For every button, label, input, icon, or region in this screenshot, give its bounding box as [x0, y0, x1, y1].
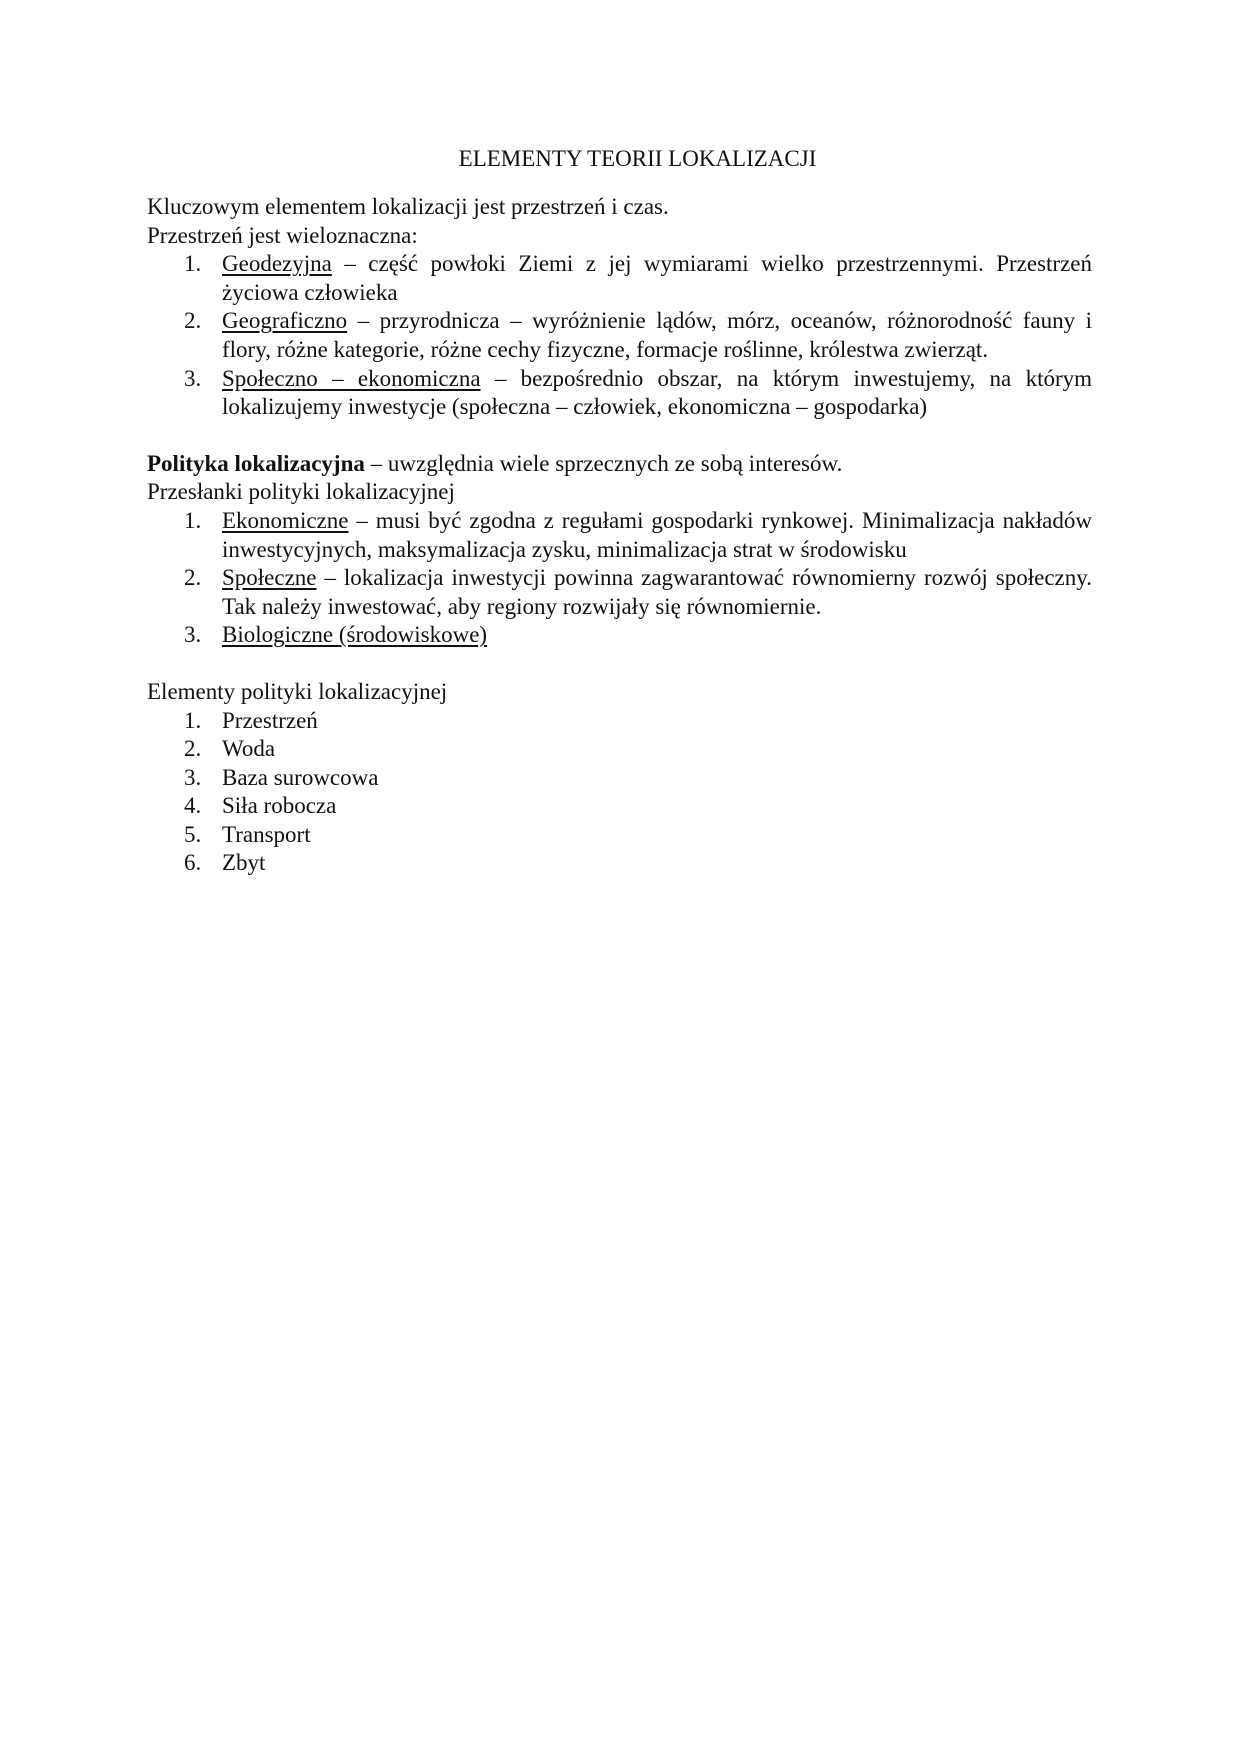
element-label: Siła robocza	[222, 793, 337, 819]
definition: – musi być zgodna z regułami gospodarki rynkowej. Minimalizacja nakładów inwestycyjnych, maksymalizacja zysku, minimalizacja strat w środowisku	[222, 507, 1092, 562]
term: Geodezyjna	[222, 251, 332, 277]
list-number: 1.	[184, 707, 202, 733]
premises-heading: Przesłanki polityki lokalizacyjnej	[147, 479, 455, 505]
term: Biologiczne (środowiskowe)	[222, 622, 488, 648]
term: Społeczne	[222, 565, 317, 591]
term: Społeczno – ekonomiczna	[222, 365, 481, 391]
definition: – bezpośrednio obszar, na którym inwestujemy, na którym lokalizujemy inwestycje (społeczna – człowiek, ekonomiczna – gospodarka)	[222, 365, 1093, 420]
element-label: Transport	[222, 821, 311, 847]
elements-list	[147, 707, 1092, 879]
list-number: 3.	[184, 764, 202, 790]
space-types-list	[147, 250, 1092, 422]
definition: – lokalizacja inwestycji powinna zagwarantować równomierny rozwój społeczny. Tak należy inwestować, aby regiony rozwijały się równomiernie.	[222, 565, 1092, 619]
spacer	[147, 422, 1092, 450]
document-body	[147, 145, 1092, 878]
elements-heading: Elementy polityki lokalizacyjnej	[147, 678, 448, 704]
list-item	[147, 849, 1092, 878]
element-label: Baza surowcowa	[222, 764, 379, 790]
list-item	[147, 507, 1092, 564]
list-number: 3.	[184, 622, 202, 648]
list-item	[147, 365, 1092, 422]
list-item	[147, 621, 1092, 650]
element-label: Zbyt	[222, 850, 266, 876]
spacer	[147, 650, 1092, 678]
list-item	[147, 792, 1092, 821]
list-item	[147, 564, 1092, 621]
policy-term: Polityka lokalizacyjna	[147, 450, 365, 476]
list-number: 1.	[184, 507, 202, 533]
intro-line-1: Kluczowym elementem lokalizacji jest przestrzeń i czas.	[147, 194, 669, 219]
list-item	[147, 764, 1092, 793]
policy-definition	[147, 450, 1092, 479]
term: Geograficzno	[222, 308, 348, 334]
policy-text: – uwzględnia wiele sprzecznych ze sobą interesów.	[364, 450, 843, 476]
list-item	[147, 307, 1092, 364]
element-label: Woda	[222, 736, 276, 762]
definition: – część powłoki Ziemi z jej wymiarami wielko przestrzennymi. Przestrzeń życiowa człowieka	[222, 251, 1092, 305]
list-number: 4.	[184, 793, 202, 819]
list-number: 6.	[184, 850, 202, 876]
document-title: ELEMENTY TEORII LOKALIZACJI	[458, 146, 817, 171]
list-number: 2.	[184, 736, 202, 762]
list-number: 5.	[184, 821, 202, 847]
term: Ekonomiczne	[222, 507, 349, 533]
list-item	[147, 707, 1092, 736]
list-item	[147, 821, 1092, 850]
list-number: 2.	[184, 308, 202, 334]
definition: – przyrodnicza – wyróżnienie lądów, mórz, oceanów, różnorodność fauny i flory, różne kategorie, różne cechy fizyczne, formacje roślinne, królestwa zwierząt.	[222, 308, 1092, 362]
premises-list	[147, 507, 1092, 650]
list-item	[147, 735, 1092, 764]
list-number: 3.	[184, 365, 202, 391]
element-label: Przestrzeń	[222, 707, 318, 733]
list-number: 2.	[184, 565, 202, 591]
intro-line-2: Przestrzeń jest wieloznaczna:	[147, 222, 418, 248]
list-number: 1.	[184, 251, 202, 277]
list-item	[147, 250, 1092, 307]
